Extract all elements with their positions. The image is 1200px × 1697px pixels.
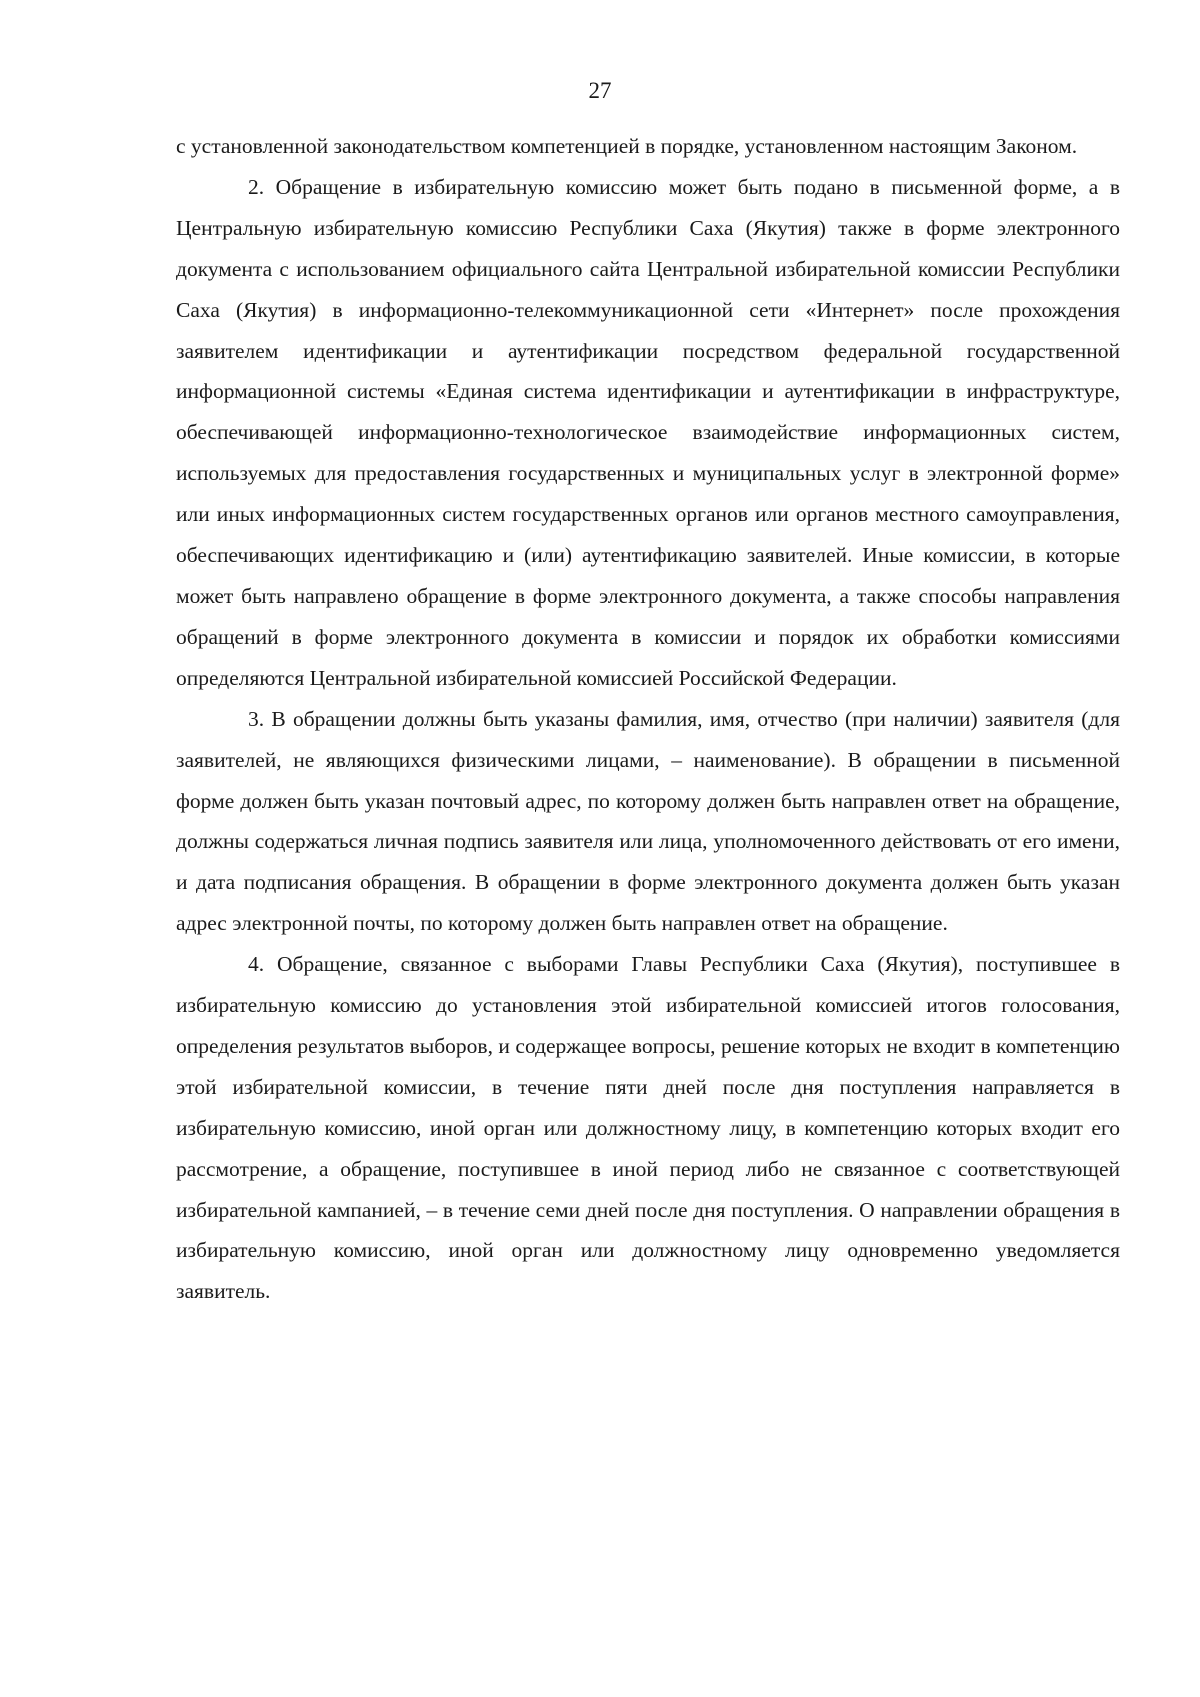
paragraph-2: 2. Обращение в избирательную комиссию может быть подано в письменной форме, а в Центральную избирательную комиссию Республики Саха (Якутия) также в форме электронного документа с использованием официального сайта Центральной избирательной комиссии Республики Саха (Якутия) в информационно-телекоммуникационной сети «Интернет» после прохождения заявителем идентификации и аутентификации посредством федеральной государственной информационной системы «Единая система идентификации и аутентификации в инфраструктуре, обеспечивающей информационно-технологическое взаимодействие информационных систем, используемых для предоставления государственных и муниципальных услуг в электронной форме» или иных информационных систем государственных органов или органов местного самоуправления, обеспечивающих идентификацию и (или) аутентификацию заявителей. Иные комиссии, в которые может быть направлено обращение в форме электронного документа, а также способы направления обращений в форме электронного документа в комиссии и порядок их обработки комиссиями определяются Центральной избирательной комиссией Российской Федерации. (176, 174, 1120, 690)
paragraph-3: 3. В обращении должны быть указаны фамилия, имя, отчество (при наличии) заявителя (для заявителей, не являющихся физическими лицами, – наименование). В обращении в письменной форме должен быть указан почтовый адрес, по которому должен быть направлен ответ на обращение, должны содержаться личная подпись заявителя или лица, уполномоченного действовать от его имени, и дата подписания обращения. В обращении в форме электронного документа должен быть указан адрес электронной почты, по которому должен быть направлен ответ на обращение. (176, 706, 1120, 936)
body-text (176, 126, 1120, 1312)
paragraph-4: 4. Обращение, связанное с выборами Главы Республики Саха (Якутия), поступившее в избирательную комиссию до установления этой избирательной комиссией итогов голосования, определения результатов выборов, и содержащее вопросы, решение которых не входит в компетенцию этой избирательной комиссии, в течение пяти дней после дня поступления направляется в избирательную комиссию, иной орган или должностному лицу, в компетенцию которых входит его рассмотрение, а обращение, поступившее в иной период либо не связанное с соответствующей избирательной кампанией, – в течение семи дней после дня поступления. О направлении обращения в избирательную комиссию, иной орган или должностному лицу одновременно уведомляется заявитель. (176, 952, 1120, 1304)
page-number: 27 (588, 78, 612, 103)
paragraph-1-continuation: с установленной законодательством компетенцией в порядке, установленном настоящим Законом. (176, 134, 1078, 158)
